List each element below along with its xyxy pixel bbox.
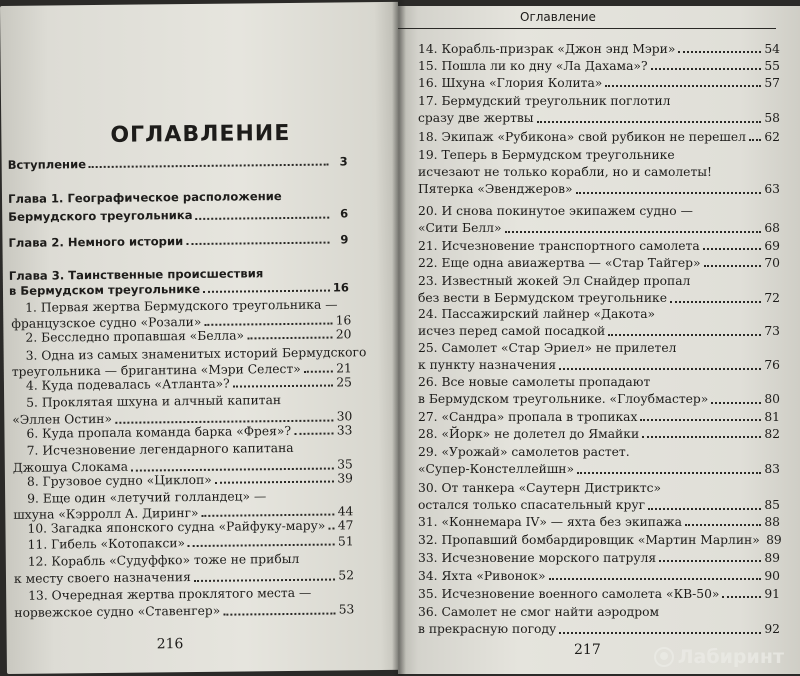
toc-entry-text: Пятерка «Эвенджеров»	[418, 182, 573, 196]
toc-entry	[418, 410, 780, 425]
toc-entry-text: 18. Экипаж «Рубикона» свой рубикон не перешел	[418, 130, 746, 144]
toc-page-number: 16	[332, 280, 350, 295]
toc-entry	[9, 265, 349, 299]
toc-page-number: 20	[335, 327, 352, 342]
toc-entry-text: без вести в Бермудском треугольнике	[418, 291, 668, 305]
toc-page-number: 54	[764, 42, 780, 56]
toc-entry-text: в Бермудском треугольнике	[8, 281, 201, 298]
toc-entry	[8, 186, 348, 226]
toc-entry-text: 31. «Коннемара IV» — яхта без экипажа	[418, 515, 682, 529]
toc-entry-text: 15. Пошла ли ко дну «Ла Дахама»?	[418, 59, 648, 73]
toc-entry	[14, 550, 354, 588]
dot-leader	[711, 401, 761, 404]
toc-page-number: 21	[336, 361, 352, 376]
toc-entry-text: исчез перед самой посадкой	[418, 324, 606, 338]
toc-page-number: 83	[764, 462, 780, 476]
toc-page-number: 68	[764, 221, 780, 235]
toc-page-number: 80	[764, 392, 780, 406]
toc-page-number: 70	[764, 256, 780, 270]
toc-entry	[418, 533, 780, 548]
toc-entry-text: 10. Загадка японского судна «Райфуку-мару»	[27, 518, 326, 536]
toc-page-number: 88	[764, 515, 780, 529]
toc-entry	[418, 147, 780, 198]
toc-page-number: 72	[764, 291, 780, 305]
dot-leader	[605, 84, 761, 87]
toc-entry-text: 27. «Сандра» пропала в тропиках	[418, 410, 638, 424]
toc-entry	[14, 584, 354, 622]
dot-leader	[294, 432, 333, 435]
toc-entry-text: 26. Все новые самолеты пропадают	[418, 375, 651, 389]
toc-entry-text: 23. Известный жокей Эл Снайдер пропал	[418, 274, 691, 288]
toc-entry-text: остался только спасательный круг	[418, 498, 646, 512]
page-title: ОГЛАВЛЕНИЕ	[110, 120, 291, 148]
toc-entry-text: 28. «Йорк» не долетел до Ямайки	[418, 427, 640, 441]
dot-leader	[204, 322, 332, 326]
dot-leader	[678, 50, 761, 53]
toc-entry	[8, 232, 348, 251]
toc-entry-text: 33. Исчезновение морского патруля	[418, 551, 657, 565]
toc-entry	[11, 296, 351, 332]
toc-entry-text: 7. Исчезновение легендарного капитана	[26, 440, 294, 458]
dot-leader	[559, 631, 761, 634]
dot-leader	[749, 138, 761, 141]
dot-leader	[640, 418, 761, 421]
dot-leader	[577, 471, 761, 474]
dot-leader	[89, 163, 329, 169]
toc-entry-text: 35. Исчезновение военного самолета «КВ-50»	[418, 587, 720, 601]
toc-page-number: 53	[338, 602, 355, 617]
toc-entry-text: 17. Бермудский треугольник поглотил	[418, 94, 671, 108]
page-number-left: 216	[156, 636, 184, 653]
toc-entry	[418, 374, 780, 408]
dot-leader	[186, 241, 329, 246]
toc-page-number: 55	[764, 59, 780, 73]
dot-leader	[559, 367, 761, 370]
toc-page-number: 91	[764, 587, 780, 601]
toc-entry-text: 25. Самолет «Стар Эриел» не прилетел	[418, 341, 677, 355]
dot-leader	[670, 300, 761, 303]
toc-entry-text: Глава 3. Таинственные происшествия	[8, 266, 264, 283]
toc-entry-text: 5. Проклятая шхуна и алчный капитан	[26, 393, 282, 410]
toc-page-number: 92	[764, 622, 780, 636]
dot-leader	[194, 578, 335, 582]
toc-entry-text: 20. И снова покинутое экипажем судно —	[418, 204, 693, 218]
toc-page-number: 76	[764, 358, 780, 372]
dot-leader	[505, 230, 762, 233]
toc-page-number: 85	[764, 498, 780, 512]
dot-leader	[223, 612, 335, 616]
toc-entry-text: 1. Первая жертва Бермудского треугольника —	[25, 297, 338, 315]
toc-entry-text: в Бермудском треугольнике. «Глоубмастер»	[418, 392, 709, 406]
toc-page-number: 16	[335, 313, 352, 328]
toc-page-number: 30	[336, 409, 353, 424]
dot-leader	[722, 595, 761, 598]
toc-entry-text: 14. Корабль-призрак «Джон энд Мэри»	[418, 42, 676, 56]
toc-entry-text: норвежское судно «Ставенгер»	[14, 603, 221, 620]
toc-entry-text: 6. Куда пропала команда барка «Фрея»?	[26, 423, 292, 441]
toc-entry-text: 36. Самолет не смог найти аэродром	[418, 605, 660, 619]
toc-entry-text: Вступление	[7, 157, 87, 172]
toc-entry-text: 4. Куда подевалась «Атланта»?	[25, 376, 230, 393]
toc-entry	[418, 93, 780, 127]
toc-entry-text: 34. Яхта «Ривонок»	[418, 569, 546, 583]
toc-entry-text: 22. Еще одна авиажертва — «Стар Тайгер»	[418, 256, 701, 270]
toc-entry	[418, 604, 780, 638]
toc-entry-text: 19. Теперь в Бермудском треугольнике	[418, 148, 675, 162]
toc-page-number: 58	[764, 111, 780, 125]
dot-leader	[233, 384, 333, 388]
toc-entry-text: к пункту назначения	[418, 358, 557, 372]
dot-leader	[196, 216, 330, 220]
toc-page-number: 63	[764, 182, 780, 196]
toc-entry	[418, 587, 780, 602]
dot-leader	[642, 435, 761, 438]
toc-entry-text: в прекрасную погоду	[418, 622, 557, 636]
toc-entry-text: 24. Пассажирский лайнер «Дакота»	[418, 307, 656, 321]
dot-leader	[328, 527, 334, 530]
toc-page-number: 25	[336, 375, 353, 390]
toc-page-number: 81	[764, 410, 780, 424]
toc-entry-text: 30. От танкера «Саутерн Дистриктс»	[418, 481, 662, 495]
toc-entry	[418, 59, 780, 74]
right-page	[398, 6, 800, 674]
toc-entry	[418, 239, 780, 254]
toc-entry	[418, 306, 780, 340]
toc-entry	[418, 130, 780, 145]
toc-entry	[418, 256, 780, 271]
toc-entry-text: шхуна «Кэрролл А. Диринг»	[13, 505, 199, 522]
toc-entry-text: 29. «Урожай» самолетов растет.	[418, 445, 630, 459]
toc-entry	[8, 154, 348, 173]
dot-leader	[188, 543, 335, 548]
toc-left	[0, 2, 405, 674]
toc-entry	[13, 487, 353, 523]
toc-entry	[418, 340, 780, 374]
toc-page-number: 57	[764, 76, 780, 90]
dot-leader	[215, 480, 334, 484]
dot-leader	[203, 289, 330, 293]
toc-entry-text: Джошуа Слокама	[12, 459, 129, 475]
toc-page-number: 82	[764, 427, 780, 441]
toc-entry-text: французское судно «Розали»	[11, 314, 202, 331]
toc-page-number: 3	[339, 154, 348, 169]
toc-entry-text: «Сити Белл»	[418, 221, 502, 235]
toc-entry	[418, 203, 780, 237]
toc-entry-text: 3. Одна из самых знаменитых историй Бермудского	[25, 345, 367, 363]
dot-leader	[202, 513, 335, 517]
toc-entry	[418, 427, 780, 442]
toc-entry-text: Бермудского треугольника	[8, 207, 193, 224]
toc-page-number: 44	[337, 504, 354, 519]
toc-page-number: 69	[764, 239, 780, 253]
toc-page-number: 9	[340, 232, 349, 247]
toc-entry-text: 2. Бесследно пропавшая «Белла»	[25, 328, 245, 345]
dot-leader	[651, 67, 761, 70]
toc-entry	[418, 569, 780, 584]
toc-entry	[418, 42, 780, 57]
running-head: Оглавление	[520, 10, 596, 24]
toc-page-number: 35	[337, 457, 353, 472]
labirint-logo-icon	[654, 647, 674, 667]
toc-entry	[418, 515, 780, 530]
toc-page-number: 33	[336, 423, 353, 438]
dot-leader	[659, 559, 761, 562]
dot-leader	[537, 120, 761, 123]
page-number-right: 217	[574, 642, 601, 658]
book-gutter	[392, 0, 406, 676]
toc-right	[398, 6, 800, 674]
toc-entry-text: треугольника — бригантина «Мэри Селест»	[11, 361, 301, 379]
toc-page-number: 39	[337, 471, 354, 486]
toc-page-number: 89	[766, 533, 782, 547]
toc-entry	[11, 327, 351, 346]
toc-entry-text: «Супер-Констеллейшн»	[418, 462, 574, 476]
toc-entry-text: 11. Гибель «Котопакси»	[27, 536, 186, 552]
toc-page-number: 89	[764, 551, 780, 565]
toc-entry-text: «Эллен Остин»	[12, 411, 113, 427]
toc-entry-text: 13. Очередная жертва проклятого места —	[28, 585, 312, 603]
header-rule	[398, 28, 776, 29]
toc-entry-text: сразу две жертвы	[418, 111, 534, 125]
toc-entry-text: 21. Исчезновение транспортного самолета	[418, 239, 700, 253]
watermark	[654, 646, 784, 668]
toc-entry	[418, 444, 780, 478]
left-page	[0, 2, 405, 674]
toc-page-number: 51	[337, 534, 354, 549]
dot-leader	[704, 264, 761, 267]
toc-page-number: 6	[340, 206, 349, 221]
toc-entry	[418, 551, 780, 566]
dot-leader	[304, 370, 333, 373]
toc-page-number: 47	[337, 518, 354, 533]
toc-entry-text: к месту своего назначения	[13, 570, 191, 586]
dot-leader	[608, 333, 761, 336]
dot-leader	[576, 191, 761, 194]
toc-page-number: 62	[764, 130, 780, 144]
watermark-text: Лабиринт	[677, 646, 784, 668]
toc-entry-text: 8. Грузовое судно «Циклоп»	[26, 472, 212, 489]
dot-leader	[648, 507, 761, 510]
toc-entry-text: 16. Шхуна «Глория Колита»	[418, 76, 603, 90]
toc-entry	[418, 480, 780, 514]
toc-page-number: 73	[764, 324, 780, 338]
toc-entry-text: Глава 1. Географическое расположение	[7, 189, 282, 206]
toc-entry-text: Глава 2. Немного истории	[8, 234, 184, 250]
dot-leader	[247, 336, 332, 340]
toc-entry-text: 12. Корабль «Судуффко» тоже не прибыл	[27, 551, 300, 569]
toc-entry	[418, 273, 780, 307]
toc-entry	[418, 76, 780, 91]
toc-entry-text: исчезают не только корабли, но и самолеты!	[418, 165, 712, 179]
toc-entry	[11, 344, 367, 380]
toc-entry-text: 32. Пропавший бомбардировщик «Мартин Марлин»	[418, 533, 760, 547]
dot-leader	[685, 523, 761, 526]
dot-leader	[549, 577, 761, 580]
dot-leader	[703, 247, 761, 250]
toc-page-number: 90	[764, 569, 780, 583]
toc-page-number: 52	[338, 568, 355, 583]
toc-entry-text: 9. Еще один «летучий голландец» —	[27, 489, 267, 506]
